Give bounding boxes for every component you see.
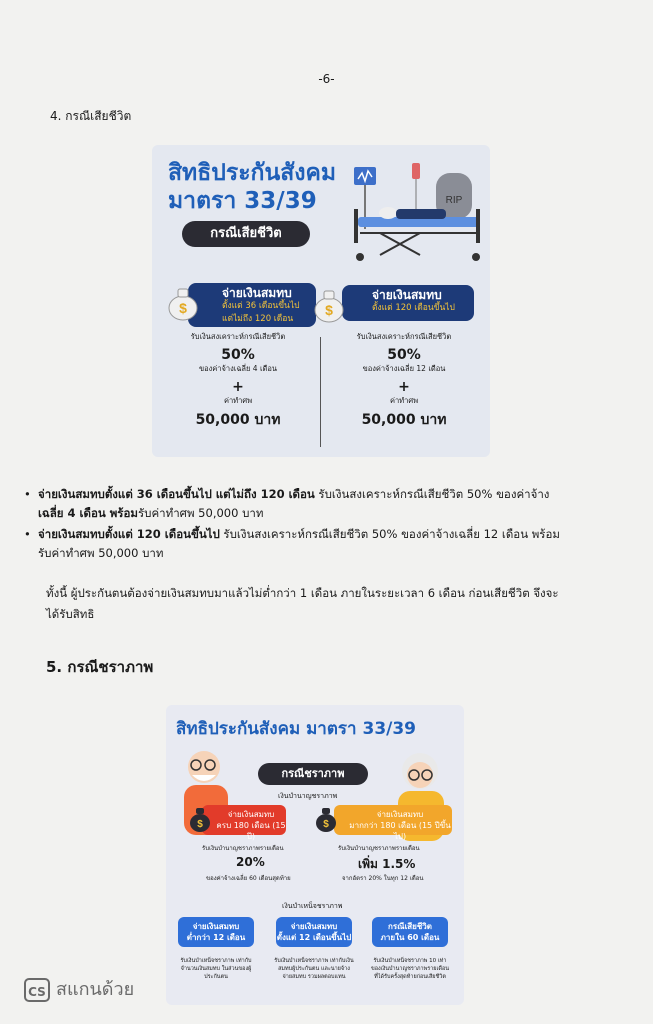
scanner-watermark <box>24 974 134 1002</box>
money-bag-icon <box>166 285 200 321</box>
money-bag-icon <box>188 805 212 833</box>
death-case-pill: กรณีเสียชีวิต <box>182 221 310 247</box>
money-bag-icon <box>314 805 338 833</box>
lumpsum-desc: รับเงินบำเหน็จชราภาพ เท่ากับเงินสมทบผู้ประกันตน และนายจ้างจ่ายสมทบ รวมผลตอบแทน <box>274 958 354 980</box>
svg-text:$: $ <box>197 819 203 830</box>
page-number: -6- <box>318 72 335 86</box>
lumpsum-label: เงินบำเหน็จชราภาพ <box>282 902 343 910</box>
section-4-heading: 4. กรณีเสียชีวิต <box>50 109 132 123</box>
right-pension-label: รับเงินบำนาญชราภาพรายเดือน <box>338 845 420 852</box>
scanner-text: สแกนด้วย <box>56 979 135 1000</box>
infographic-title: สิทธิประกันสังคม มาตรา 33/39 <box>176 719 417 739</box>
camscanner-logo-icon: CS <box>24 978 50 1002</box>
money-bag-icon <box>312 287 346 323</box>
svg-text:$: $ <box>179 300 187 316</box>
right-contribution-card: จ่ายเงินสมทบ มากกว่า 180 เดือน (15 ปีขึ้นไป) <box>334 805 452 835</box>
tombstone-text: RIP <box>445 195 463 206</box>
right-contribution-card: จ่ายเงินสมทบ ตั้งแต่ 120 เดือนขึ้นไป <box>342 285 474 321</box>
pension-label: เงินบำนาญชราภาพ <box>278 792 338 800</box>
right-pension-value: เพิ่ม 1.5% <box>358 857 416 871</box>
left-contribution-card: จ่ายเงินสมทบ ตั้งแต่ 36 เดือนขึ้นไป แต่ไม่ถึง 120 เดือน <box>188 283 316 327</box>
right-benefit-column: รับเงินสงเคราะห์กรณีเสียชีวิต 50% ของค่าจ้างเฉลี่ย 12 เดือน + ค่าทำศพ 50,000 บาท <box>356 332 452 428</box>
left-contribution-card: จ่ายเงินสมทบ ครบ 180 เดือน (15 ปี) <box>202 805 286 835</box>
hospital-bed-illustration <box>350 159 485 271</box>
infographic-title: สิทธิประกันสังคม มาตรา 33/39 <box>168 160 337 214</box>
svg-text:$: $ <box>323 819 329 830</box>
lumpsum-desc: รับเงินบำเหน็จชราภาพ เท่ากับจำนวนเงินสมทบ ในส่วนของผู้ประกันตน <box>180 958 252 980</box>
left-benefit-column: รับเงินสงเคราะห์กรณีเสียชีวิต 50% ของค่าจ้างเฉลี่ย 4 เดือน + ค่าทำศพ 50,000 บาท <box>190 332 286 428</box>
eligibility-note: ทั้งนี้ ผู้ประกันตนต้องจ่ายเงินสมทบมาแล้วไม่ต่ำกว่า 1 เดือน ภายในระยะเวลา 6 เดือน ก่อนเสียชีวิต จึงจะ ได้รับสิทธิ <box>46 586 559 621</box>
lumpsum-desc: รับเงินบำเหน็จชราภาพ 10 เท่า ของเงินบำนาญชราภาพรายเดือน ที่ได้รับครั้งสุดท้ายก่อนเสียชีวิต <box>370 958 450 980</box>
lumpsum-card: กรณีเสียชีวิต ภายใน 60 เดือน <box>372 917 448 947</box>
old-age-case-pill: กรณีชราภาพ <box>258 763 368 785</box>
column-divider <box>320 337 321 447</box>
death-benefit-infographic <box>152 145 490 457</box>
lumpsum-card: จ่ายเงินสมทบ ต่ำกว่า 12 เดือน <box>178 917 254 947</box>
right-pension-desc: จากอัตรา 20% ในทุก 12 เดือน <box>342 875 424 882</box>
left-pension-value: 20% <box>236 855 265 869</box>
lumpsum-card: จ่ายเงินสมทบ ตั้งแต่ 12 เดือนขึ้นไป <box>276 917 352 947</box>
left-pension-desc: ของค่าจ้างเฉลี่ย 60 เดือนสุดท้าย <box>206 875 291 882</box>
old-age-benefit-infographic <box>166 705 464 1005</box>
left-pension-label: รับเงินบำนาญชราภาพรายเดือน <box>202 845 284 852</box>
svg-text:$: $ <box>325 302 333 318</box>
section-5-heading: 5. กรณีชราภาพ <box>46 658 154 676</box>
